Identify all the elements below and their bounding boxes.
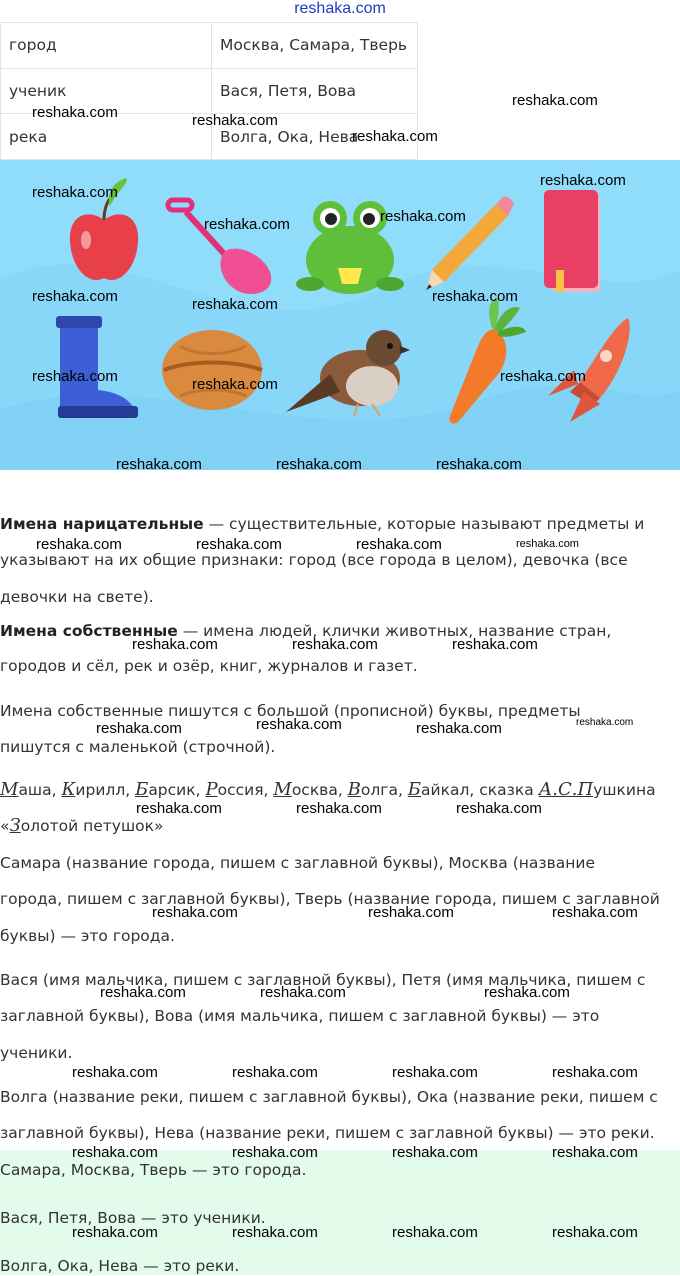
watermark: reshaka.com	[192, 112, 278, 129]
capital-letter: В	[347, 779, 361, 800]
watermark: reshaka.com	[292, 636, 378, 653]
watermark: reshaka.com	[192, 376, 278, 393]
watermark: reshaka.com	[552, 904, 638, 921]
capital-letter: М	[273, 779, 292, 800]
example-rest: осква,	[291, 781, 348, 799]
watermark: reshaka.com	[456, 800, 542, 817]
watermark: reshaka.com	[392, 1144, 478, 1161]
watermark: reshaka.com	[96, 720, 182, 737]
site-watermark-header[interactable]: reshaka.com	[294, 0, 386, 17]
watermark: reshaka.com	[484, 984, 570, 1001]
watermark: reshaka.com	[152, 904, 238, 921]
watermark: reshaka.com	[116, 456, 202, 473]
capital-rule-line-2: пишутся с маленькой (строчной).	[0, 738, 276, 756]
watermark: reshaka.com	[196, 536, 282, 553]
watermark: reshaka.com	[260, 984, 346, 1001]
watermark: reshaka.com	[540, 172, 626, 189]
answer-pupils: Вася, Петя, Вова — это ученики.	[0, 1209, 266, 1227]
watermark: reshaka.com	[256, 716, 342, 733]
watermark: reshaka.com	[352, 128, 438, 145]
watermark: reshaka.com	[32, 288, 118, 305]
explanation-rivers-line-2: заглавной буквы), Нева (название реки, пишем с заглавной буквы) — это реки.	[0, 1124, 655, 1142]
capital-letter: К	[61, 779, 76, 800]
watermark: reshaka.com	[204, 216, 290, 233]
watermark: reshaka.com	[72, 1224, 158, 1241]
watermark: reshaka.com	[452, 636, 538, 653]
explanation-pupils-line-1: Вася (имя мальчика, пишем с заглавной буквы), Петя (имя мальчика, пишем с	[0, 971, 646, 989]
watermark: reshaka.com	[392, 1224, 478, 1241]
watermark: reshaka.com	[512, 92, 598, 109]
shovel-icon	[168, 200, 271, 294]
examples-line-1	[0, 780, 656, 800]
capital-letter: Б	[407, 779, 422, 800]
example-rest: аша,	[18, 781, 62, 799]
capital-letter: М	[0, 779, 19, 800]
explanation-cities-line-3: буквы) — это города.	[0, 927, 175, 945]
watermark: reshaka.com	[32, 184, 118, 201]
capital-letter: З	[9, 815, 21, 836]
example-rest: оссия,	[217, 781, 274, 799]
explanation-rivers-line-1: Волга (название реки, пишем с заглавной буквы), Ока (название реки, пишем с	[0, 1088, 658, 1106]
table-row	[1, 23, 418, 69]
table-cell-word: река	[1, 114, 212, 160]
table-cell-examples: Москва, Самара, Тверь	[212, 23, 418, 69]
watermark: reshaka.com	[576, 717, 634, 728]
watermark: reshaka.com	[232, 1224, 318, 1241]
watermark: reshaka.com	[368, 904, 454, 921]
watermark: reshaka.com	[136, 800, 222, 817]
table-cell-examples: Вася, Петя, Вова	[212, 68, 418, 114]
table-cell-examples: Волга, Ока, Нева	[212, 114, 418, 160]
watermark: reshaka.com	[192, 296, 278, 313]
table-cell-word: ученик	[1, 68, 212, 114]
example-rest: олга,	[360, 781, 408, 799]
explanation-pupils-line-3: ученики.	[0, 1044, 73, 1062]
watermark: reshaka.com	[232, 1144, 318, 1161]
watermark: reshaka.com	[392, 1064, 478, 1081]
common-nouns-line-2: указывают на их общие признаки: город (все города в целом), девочка (все	[0, 551, 628, 569]
illustration-panel	[0, 160, 680, 470]
watermark: reshaka.com	[552, 1224, 638, 1241]
common-nouns-text: — существительные, которые называют предметы и	[203, 515, 645, 533]
watermark: reshaka.com	[132, 636, 218, 653]
answer-rivers: Волга, Ока, Нева — это реки.	[0, 1257, 240, 1275]
examples-line-2	[0, 816, 163, 836]
proper-nouns-text: — имена людей, клички животных, название стран,	[177, 622, 612, 640]
watermark: reshaka.com	[380, 208, 466, 225]
quote-open: «	[0, 817, 10, 835]
watermark: reshaka.com	[32, 368, 118, 385]
example-rest: арсик,	[148, 781, 206, 799]
proper-nouns-line-2: городов и сёл, рек и озёр, книг, журналов и газет.	[0, 657, 418, 675]
capital-letter: Р	[205, 779, 218, 800]
watermark: reshaka.com	[552, 1064, 638, 1081]
common-nouns-line-3: девочки на свете).	[0, 588, 154, 606]
watermark: reshaka.com	[416, 720, 502, 737]
walnut-icon	[162, 330, 262, 410]
example-rest: олотой петушок»	[20, 817, 164, 835]
watermark: reshaka.com	[36, 536, 122, 553]
capital-letter: А.С.П	[538, 779, 594, 800]
watermark: reshaka.com	[276, 456, 362, 473]
watermark: reshaka.com	[516, 538, 579, 550]
example-rest: айкал, сказка	[421, 781, 539, 799]
explanation-cities-line-2: города, пишем с заглавной буквы), Тверь (название города, пишем с заглавной	[0, 890, 660, 908]
capital-letter: Б	[135, 779, 149, 800]
capital-rule-line-1: Имена собственные пишутся с большой (прописной) буквы, предметы	[0, 702, 581, 720]
watermark: reshaka.com	[72, 1144, 158, 1161]
explanation-pupils-line-2: заглавной буквы), Вова (имя мальчика, пишем с заглавной буквы) — это	[0, 1007, 600, 1025]
table-cell-word: город	[1, 23, 212, 69]
objects-illustration	[0, 160, 680, 470]
example-rest: ирилл,	[75, 781, 136, 799]
watermark: reshaka.com	[232, 1064, 318, 1081]
example-rest: ушкина	[593, 781, 656, 799]
watermark: reshaka.com	[500, 368, 586, 385]
common-nouns-line-1	[0, 514, 644, 534]
watermark: reshaka.com	[552, 1144, 638, 1161]
watermark: reshaka.com	[296, 800, 382, 817]
watermark: reshaka.com	[32, 104, 118, 121]
watermark: reshaka.com	[72, 1064, 158, 1081]
common-nouns-term: Имена нарицательные	[0, 515, 204, 533]
watermark: reshaka.com	[100, 984, 186, 1001]
explanation-cities-line-1: Самара (название города, пишем с заглавной буквы), Москва (название	[0, 854, 596, 872]
watermark: reshaka.com	[356, 536, 442, 553]
proper-nouns-term: Имена собственные	[0, 622, 178, 640]
watermark: reshaka.com	[436, 456, 522, 473]
book-icon	[544, 190, 600, 292]
watermark: reshaka.com	[432, 288, 518, 305]
answer-cities: Самара, Москва, Тверь — это города.	[0, 1161, 307, 1179]
